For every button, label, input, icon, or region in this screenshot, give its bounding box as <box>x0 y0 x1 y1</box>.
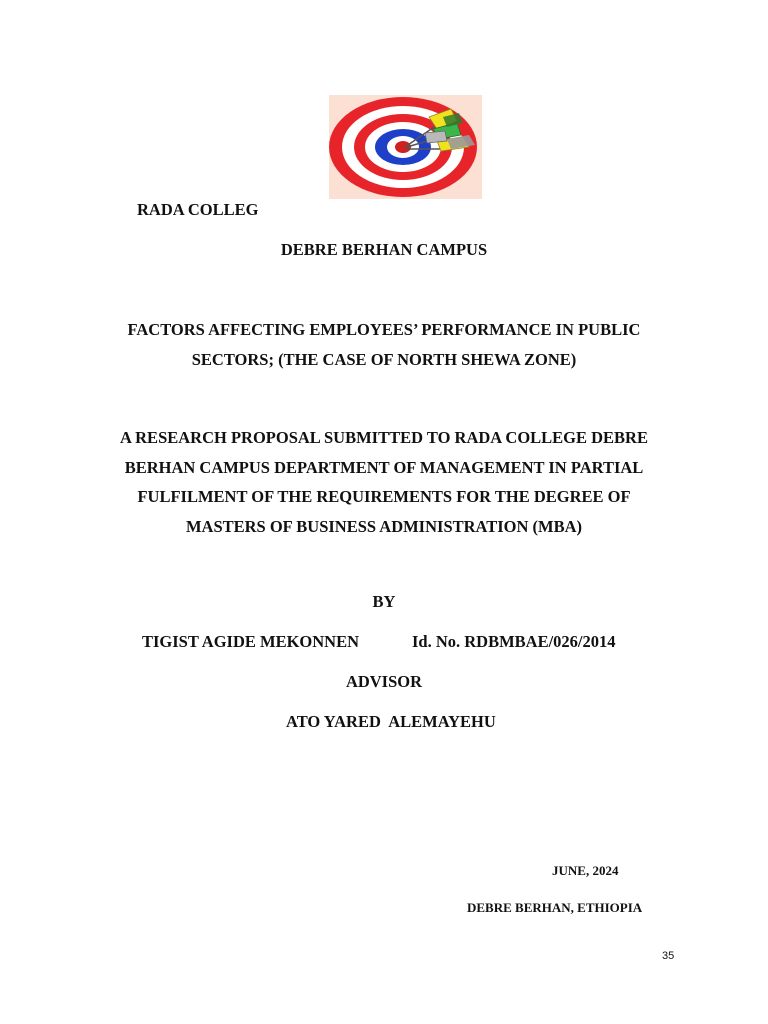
submission-date: JUNE, 2024 <box>552 863 619 878</box>
dartboard-logo <box>329 95 482 199</box>
proposal-line-2: BERHAN CAMPUS DEPARTMENT OF MANAGEMENT IN PARTIAL <box>124 458 644 477</box>
page-number: 35 <box>662 950 675 962</box>
advisor-name: ATO YARED ALEMAYEHU <box>286 712 496 731</box>
author-id: Id. No. RDBMBAE/026/2014 <box>412 632 616 651</box>
college-name: RADA COLLEG <box>137 200 259 219</box>
advisor-label: ADVISOR <box>345 672 423 691</box>
title-line-2: SECTORS; (THE CASE OF NORTH SHEWA ZONE) <box>191 350 577 369</box>
proposal-line-4: MASTERS OF BUSINESS ADMINISTRATION (MBA) <box>185 517 583 536</box>
title-line-1: FACTORS AFFECTING EMPLOYEES’ PERFORMANCE IN PUBLIC <box>127 320 641 339</box>
proposal-line-1: A RESEARCH PROPOSAL SUBMITTED TO RADA COLLEGE DEBRE <box>120 428 648 447</box>
proposal-line-3: FULFILMENT OF THE REQUIREMENTS FOR THE DEGREE OF <box>137 487 631 506</box>
by-label: BY <box>372 592 396 611</box>
campus-name: DEBRE BERHAN CAMPUS <box>280 240 488 259</box>
submission-place: DEBRE BERHAN, ETHIOPIA <box>467 900 643 915</box>
author-name: TIGIST AGIDE MEKONNEN <box>142 632 359 651</box>
